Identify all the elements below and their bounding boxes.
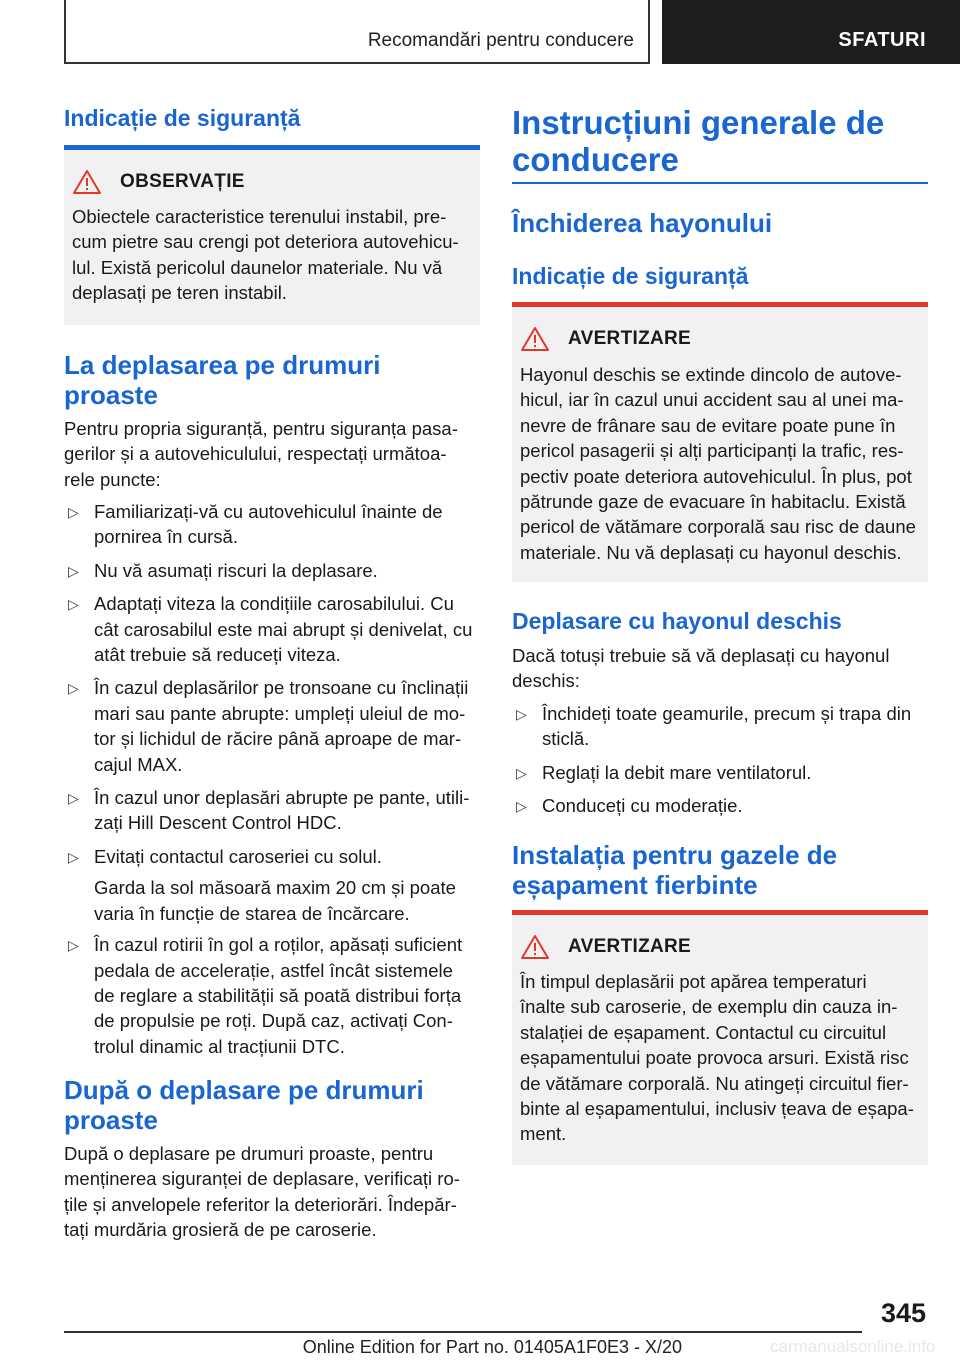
warning-triangle-icon: [520, 934, 550, 960]
header-section-title: Recomandări pentru conducere: [367, 30, 634, 51]
triangle-bullet-icon: ▷: [68, 680, 79, 697]
text-line: menținerea siguranței de deplasare, verificați ro-: [64, 1168, 460, 1190]
warning-box-text: [520, 969, 914, 1147]
heading-line: proaste: [64, 1105, 158, 1135]
triangle-bullet-icon: ▷: [68, 562, 79, 579]
warning-line: binte al eșapamentului, inclusiv țeava de eșapa-: [520, 1098, 914, 1120]
list-item: [64, 844, 484, 926]
heading-line: conducere: [512, 141, 679, 178]
bullet-line: de propulsie pe roți. După caz, activați Con-: [94, 1010, 453, 1032]
list-item: [64, 591, 484, 667]
footer-edition: Online Edition for Part no. 01405A1F0E3 - X/20: [302, 1337, 682, 1357]
note-box-bar: [64, 145, 480, 150]
triangle-bullet-icon: ▷: [516, 798, 527, 815]
heading-line: eșapament fierbinte: [512, 870, 758, 900]
note-box-header: [72, 169, 245, 195]
text-line: rele puncte:: [64, 468, 161, 490]
triangle-bullet-icon: ▷: [68, 937, 79, 954]
text-line: tați murdăria grosieră de pe caroserie.: [64, 1219, 377, 1241]
triangle-bullet-icon: ▷: [516, 706, 527, 722]
warning-line: materiale. Nu vă deplasați cu hayonul deschis.: [520, 541, 902, 563]
list-item: [512, 793, 932, 818]
heading-line: proaste: [64, 380, 158, 410]
bullet-line: pornirea în cursă.: [94, 526, 238, 548]
bullet-line: tor și lichidul de răcire până aproape de mar-: [94, 728, 462, 750]
warning-box-label: AVERTIZARE: [568, 328, 691, 349]
note-box-text: [72, 204, 459, 306]
text-line: După o deplasare pe drumuri proaste, pentru: [64, 1143, 434, 1164]
note-box: [64, 145, 480, 325]
footer-watermark: carmanualsonline.info: [770, 1337, 936, 1356]
divider-line: [512, 182, 928, 184]
warning-line: ment.: [520, 1123, 567, 1145]
warning-box-text: [520, 362, 916, 565]
triangle-bullet-icon: ▷: [68, 790, 79, 807]
list-item: [64, 675, 484, 777]
heading-line: Instrucțiuni generale de: [512, 104, 885, 141]
bullet-line: În cazul deplasărilor pe tronsoane cu înclinații: [94, 677, 469, 699]
heading-rough-roads: [64, 350, 380, 410]
note-box-label: OBSERVAȚIE: [120, 171, 245, 192]
list-item: [64, 558, 484, 583]
note-line: lul. Există pericolul daunelor materiale. Nu vă: [72, 256, 443, 278]
heading-after-rough: [64, 1075, 424, 1135]
rough-intro: [64, 416, 480, 492]
warning-line: pătrunde gaze de evacuare în habitaclu. Există: [520, 491, 906, 513]
bullet-line: zați Hill Descent Control HDC.: [94, 812, 342, 834]
bullet-line: Nu vă asumați riscuri la deplasare.: [94, 559, 378, 581]
note-line: deplasați pe teren instabil.: [72, 282, 287, 304]
triangle-bullet-icon: ▷: [68, 596, 79, 613]
list-item: [64, 932, 484, 1059]
bullet-line: Familiarizați-vă cu autovehiculul înainte de: [94, 501, 443, 522]
bullet-line: În cazul unor deplasări abrupte pe pante, utili-: [94, 787, 470, 809]
note-line: Obiectele caracteristice terenului instabil, pre-: [72, 206, 447, 227]
warning-box-header: [520, 934, 691, 960]
rough-bullets: [64, 499, 484, 1059]
after-text: [64, 1141, 484, 1243]
warning-line: Hayonul deschis se extinde dincolo de autove-: [520, 364, 902, 385]
bullet-line: Reglați la debit mare ventilatorul.: [542, 761, 812, 783]
bullet-line: atât trebuie să reduceți viteza.: [94, 644, 341, 666]
heading-line: După o deplasare pe drumuri: [64, 1075, 424, 1105]
bullet-line: sticlă.: [542, 728, 590, 750]
list-item: [64, 499, 484, 550]
warning-line: eșapamentului poate provoca arsuri. Există risc: [520, 1047, 909, 1069]
open-intro: [512, 643, 932, 694]
warning-triangle-icon: [72, 169, 102, 195]
warning-line: nevre de frânare sau de evitare poate pune în: [520, 414, 896, 436]
bullet-line: cât carosabilul este mai abrupt și denivelat, cu: [94, 618, 473, 640]
warning-box-exhaust: [512, 910, 928, 1165]
bullet-line: Evitați contactul caroseriei cu solul.: [94, 845, 382, 867]
warning-line: pectiv poate deteriora autovehiculul. În plus, pot: [520, 465, 912, 487]
warning-box-bar: [512, 302, 928, 307]
bullet-line: mari sau pante abrupte: umpleți uleiul de mo-: [94, 702, 466, 724]
triangle-bullet-icon: ▷: [516, 764, 527, 781]
bullet-line: pedala de accelerație, astfel încât sistemele: [94, 959, 453, 981]
note-line: cum pietre sau crengi pot deteriora autovehicu-: [72, 231, 459, 253]
warning-box-bar: [512, 910, 928, 915]
list-item: [512, 701, 932, 752]
heading-line: Instalația pentru gazele de: [512, 840, 838, 870]
heading-exhaust: [512, 840, 837, 900]
bullet-line: Închideți toate geamurile, precum și trapa din: [542, 703, 912, 724]
warning-box-tailgate: [512, 302, 928, 582]
ground-note-line: varia în funcție de starea de încărcare.: [94, 902, 410, 924]
bullet-line: În cazul rotirii în gol a roților, apăsați suficient: [94, 934, 463, 956]
header-tab-label: SFATURI: [838, 29, 926, 51]
warning-line: hicul, iar în cazul unui accident sau al unei ma-: [520, 389, 904, 411]
bullet-line: Conduceți cu moderație.: [542, 795, 743, 817]
list-item: [64, 785, 484, 836]
heading-general-driving: [512, 104, 884, 178]
footer-divider: [64, 1331, 862, 1333]
warning-line: pericol de vătămare corporală sau risc de daune: [520, 516, 916, 538]
heading-tailgate: Închiderea hayonului: [512, 208, 773, 238]
bullet-line: cajul MAX.: [94, 753, 183, 775]
open-bullets: [512, 701, 932, 819]
list-item: [512, 760, 932, 785]
header-tab: [662, 0, 960, 64]
warning-line: În timpul deplasării pot apărea temperaturi: [520, 971, 867, 992]
text-line: deschis:: [512, 670, 580, 692]
heading-open-tailgate: Deplasare cu hayonul deschis: [512, 608, 842, 634]
warning-box-header: [520, 326, 691, 352]
text-line: gerilor și a autovehiculului, respectați următoa-: [64, 443, 447, 465]
ground-note-line: Garda la sol măsoară maxim 20 cm și poate: [94, 877, 456, 899]
heading-safety-left: Indicație de siguranță: [64, 105, 301, 131]
warning-line: pericol pasagerii și alți participanți la trafic, res-: [520, 440, 904, 462]
text-line: Dacă totuși trebuie să vă deplasați cu hayonul: [512, 645, 890, 666]
bullet-line: Adaptați viteza la condițiile carosabilului. Cu: [94, 593, 454, 615]
warning-line: stalației de eșapament. Contactul cu circuitul: [520, 1021, 887, 1043]
bullet-line: de reglare a stabilității să poată distribui forța: [94, 984, 462, 1006]
text-line: țile și anvelopele referitor la deteriorări. Îndepăr-: [64, 1193, 457, 1215]
warning-triangle-icon: [520, 326, 550, 352]
triangle-bullet-icon: ▷: [68, 504, 79, 520]
warning-box-label: AVERTIZARE: [568, 936, 691, 957]
header-frame: [64, 0, 650, 64]
warning-line: înalte sub caroserie, de exemplu din cauza in-: [520, 996, 898, 1018]
bullet-line: trolul dinamic al tracțiunii DTC.: [94, 1035, 345, 1057]
page-number: 345: [880, 1298, 926, 1328]
page-header: [0, 0, 960, 66]
triangle-bullet-icon: ▷: [68, 848, 79, 865]
text-line: Pentru propria siguranță, pentru siguranța pasa-: [64, 418, 458, 439]
heading-line: La deplasarea pe drumuri: [64, 350, 381, 380]
warning-line: de vătămare corporală. Nu atingeți circuitul fier-: [520, 1072, 909, 1094]
heading-safety-right: Indicație de siguranță: [512, 263, 749, 289]
